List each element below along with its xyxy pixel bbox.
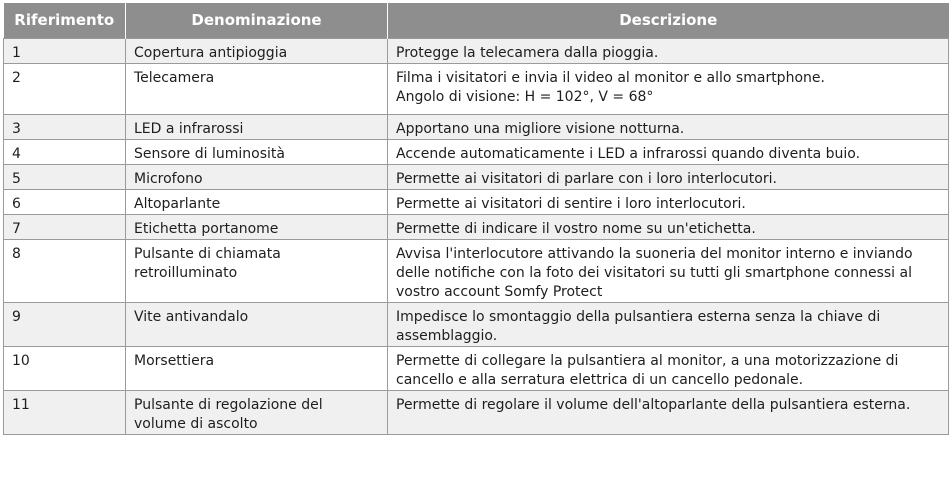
cell-denominazione [126, 390, 388, 434]
table-row [4, 114, 949, 139]
descrizione-line: Permette ai visitatori di parlare con i loro interlocutori. [396, 170, 777, 187]
riferimento-text: 9 [12, 308, 21, 325]
table-row [4, 346, 949, 390]
cell-denominazione [126, 239, 388, 302]
table-row [4, 164, 949, 189]
cell-denominazione [126, 346, 388, 390]
denominazione-line: Pulsante di chiamata [134, 245, 281, 262]
descrizione-line: Avvisa l'interlocutore attivando la suoneria del monitor interno e inviando [396, 245, 913, 262]
riferimento-text: 3 [12, 120, 21, 137]
riferimento-text: 4 [12, 145, 21, 162]
denominazione-line: Morsettiera [134, 352, 215, 369]
denominazione-line: retroilluminato [134, 264, 238, 281]
cell-riferimento [4, 189, 126, 214]
header-descrizione: Descrizione [619, 11, 718, 30]
table-body [4, 38, 949, 434]
cell-denominazione [126, 139, 388, 164]
denominazione-line: Altoparlante [134, 195, 221, 212]
descrizione-line: Protegge la telecamera dalla pioggia. [396, 44, 659, 61]
riferimento-text: 10 [12, 352, 30, 369]
header-denominazione: Denominazione [126, 3, 388, 38]
cell-riferimento [4, 38, 126, 63]
cell-riferimento [4, 214, 126, 239]
components-table [3, 3, 949, 435]
descrizione-line: Filma i visitatori e invia il video al monitor e allo smartphone. [396, 69, 825, 86]
table-row [4, 302, 949, 346]
cell-descrizione [388, 214, 949, 239]
cell-riferimento [4, 164, 126, 189]
descrizione-line: delle notifiche con la foto dei visitatori su tutti gli smartphone connessi al [396, 264, 912, 281]
descrizione-line: Permette di collegare la pulsantiera al monitor, a una motorizzazione di [396, 352, 899, 369]
cell-riferimento [4, 346, 126, 390]
denominazione-line: Pulsante di regolazione del [134, 396, 323, 413]
descrizione-line: Permette di indicare il vostro nome su un'etichetta. [396, 220, 756, 237]
table-row [4, 139, 949, 164]
riferimento-text: 5 [12, 170, 21, 187]
cell-descrizione [388, 164, 949, 189]
riferimento-text: 11 [12, 396, 30, 413]
table-row [4, 189, 949, 214]
descrizione-line: assemblaggio. [396, 327, 498, 344]
riferimento-text: 2 [12, 69, 21, 86]
table-row [4, 214, 949, 239]
descrizione-line: cancello e alla serratura elettrica di un cancello pedonale. [396, 371, 804, 388]
cell-riferimento [4, 390, 126, 434]
cell-descrizione [388, 38, 949, 63]
cell-descrizione [388, 239, 949, 302]
descrizione-line: Angolo di visione: H = 102°, V = 68° [396, 88, 654, 105]
header-row [4, 3, 949, 38]
cell-descrizione [388, 346, 949, 390]
denominazione-line: Copertura antipioggia [134, 44, 288, 61]
table-row [4, 63, 949, 114]
cell-descrizione [388, 114, 949, 139]
table-row [4, 390, 949, 434]
cell-descrizione [388, 189, 949, 214]
header-riferimento: Riferimento [4, 3, 126, 38]
riferimento-text: 1 [12, 44, 21, 61]
descrizione-line: Permette di regolare il volume dell'altoparlante della pulsantiera esterna. [396, 396, 911, 413]
descrizione-line: vostro account Somfy Protect [396, 283, 603, 300]
denominazione-line: LED a infrarossi [134, 120, 244, 137]
riferimento-text: 8 [12, 245, 21, 262]
denominazione-line: Vite antivandalo [134, 308, 249, 325]
descrizione-line: Accende automaticamente i LED a infrarossi quando diventa buio. [396, 145, 861, 162]
denominazione-line: Telecamera [134, 69, 215, 86]
cell-descrizione [388, 302, 949, 346]
descrizione-line: Impedisce lo smontaggio della pulsantiera esterna senza la chiave di [396, 308, 881, 325]
cell-descrizione [388, 390, 949, 434]
cell-riferimento [4, 239, 126, 302]
descrizione-line: Permette ai visitatori di sentire i loro interlocutori. [396, 195, 746, 212]
cell-riferimento [4, 114, 126, 139]
cell-denominazione [126, 38, 388, 63]
table-row [4, 239, 949, 302]
cell-denominazione [126, 302, 388, 346]
table-header [4, 3, 949, 38]
denominazione-line: volume di ascolto [134, 415, 258, 432]
table-row [4, 38, 949, 63]
riferimento-text: 7 [12, 220, 21, 237]
denominazione-line: Etichetta portanome [134, 220, 279, 237]
denominazione-line: Microfono [134, 170, 203, 187]
cell-denominazione [126, 164, 388, 189]
cell-denominazione [126, 214, 388, 239]
cell-riferimento [4, 63, 126, 114]
cell-denominazione [126, 189, 388, 214]
denominazione-line: Sensore di luminosità [134, 145, 285, 162]
cell-riferimento [4, 302, 126, 346]
cell-descrizione [388, 63, 949, 114]
cell-descrizione [388, 139, 949, 164]
cell-riferimento [4, 139, 126, 164]
descrizione-line: Apportano una migliore visione notturna. [396, 120, 685, 137]
cell-denominazione [126, 114, 388, 139]
riferimento-text: 6 [12, 195, 21, 212]
cell-denominazione [126, 63, 388, 114]
